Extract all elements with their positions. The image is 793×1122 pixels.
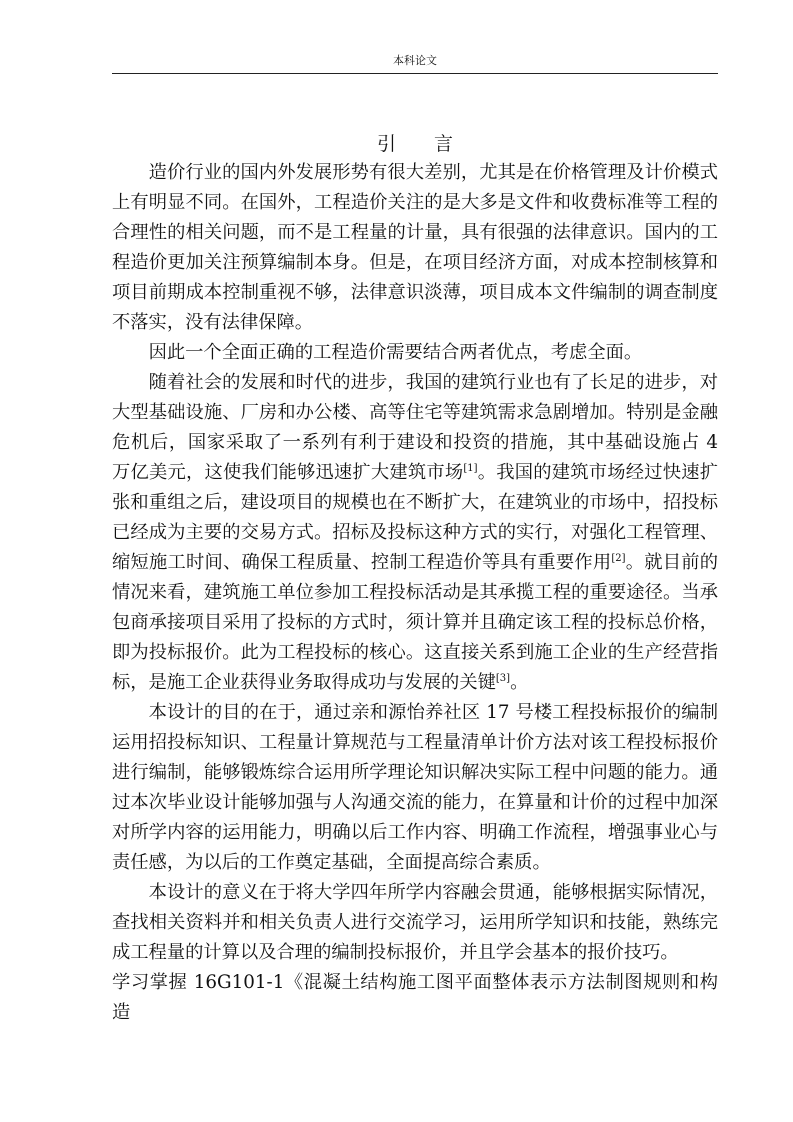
- paragraph-text: 学习掌握 16G101-1《混凝土结构施工图平面整体表示方法制图规则和构造: [112, 972, 718, 1023]
- body-text: [112, 158, 718, 1028]
- section-title: 引言: [376, 133, 491, 155]
- page-header: [112, 51, 718, 74]
- paragraph: [112, 878, 718, 968]
- paragraph: [112, 338, 718, 368]
- paragraph-text: 。就目前的情况来看，建筑施工单位参加工程投标活动是其承揽工程的重要途径。当承包商承接项目采用了投标的方式时，须计算并且确定该工程的投标总价格，即为投标报价。此为工程投标的核心。这直接关系到施工企业的生产经营指标，是施工企业获得业务取得成功与发展的关键: [112, 552, 719, 693]
- paragraph-text: 随着社会的发展和时代的进步，我国的建筑行业也有了长足的进步，对大型基础设施、厂房和办公楼、高等住宅等建筑需求急剧增加。特别是金融危机后，国家采取了一系列有利于建设和投资的措施，其中基础设施占 4 万亿美元，这使我们能够迅速扩大建筑市场: [112, 372, 718, 483]
- paragraph: [112, 368, 718, 698]
- paragraph: [112, 698, 718, 878]
- paragraph: [112, 158, 718, 338]
- paragraph: [112, 968, 718, 1028]
- paragraph-text: 。我国的建筑市场经过快速扩张和重组之后，建设项目的规模也在不断扩大，在建筑业的市场中，招投标已经成为主要的交易方式。招标及投标这种方式的实行，对强化工程管理、缩短施工时间、确保工程质量、控制工程造价等具有重要作用: [112, 462, 719, 573]
- paragraph-text: 造价行业的国内外发展形势有很大差别，尤其是在价格管理及计价模式上有明显不同。在国外，工程造价关注的是大多是文件和收费标准等工程的合理性的相关问题，而不是工程量的计量，具有很强的法律意识。国内的工程造价更加关注预算编制本身。但是，在项目经济方面，对成本控制核算和项目前期成本控制重视不够，法律意识淡薄，项目成本文件编制的调查制度不落实，没有法律保障。: [112, 162, 718, 333]
- citation-ref: [3]: [495, 672, 511, 684]
- citation-ref: [1]: [463, 462, 478, 474]
- citation-ref: [2]: [611, 552, 626, 564]
- paragraph-text: 本设计的意义在于将大学四年所学内容融会贯通，能够根据实际情况，查找相关资料并和相关负责人进行交流学习，运用所学知识和技能，熟练完成工程量的计算以及合理的编制投标报价，并且学会基本的报价技巧。: [112, 882, 718, 963]
- paragraph-text: 因此一个全面正确的工程造价需要结合两者优点，考虑全面。: [148, 342, 643, 363]
- paragraph-text: 。: [510, 672, 529, 693]
- header-text: 本科论文: [393, 54, 437, 67]
- paragraph-text: 本设计的目的在于，通过亲和源怡养社区 17 号楼工程投标报价的编制运用招投标知识、工程量计算规范与工程量清单计价方法对该工程投标报价进行编制，能够锻炼综合运用所学理论知识解决实际工程中问题的能力。通过本次毕业设计能够加强与人沟通交流的能力，在算量和计价的过程中加深对所学内容的运用能力，明确以后工作内容、明确工作流程，增强事业心与责任感，为以后的工作奠定基础，全面提高综合素质。: [112, 702, 718, 873]
